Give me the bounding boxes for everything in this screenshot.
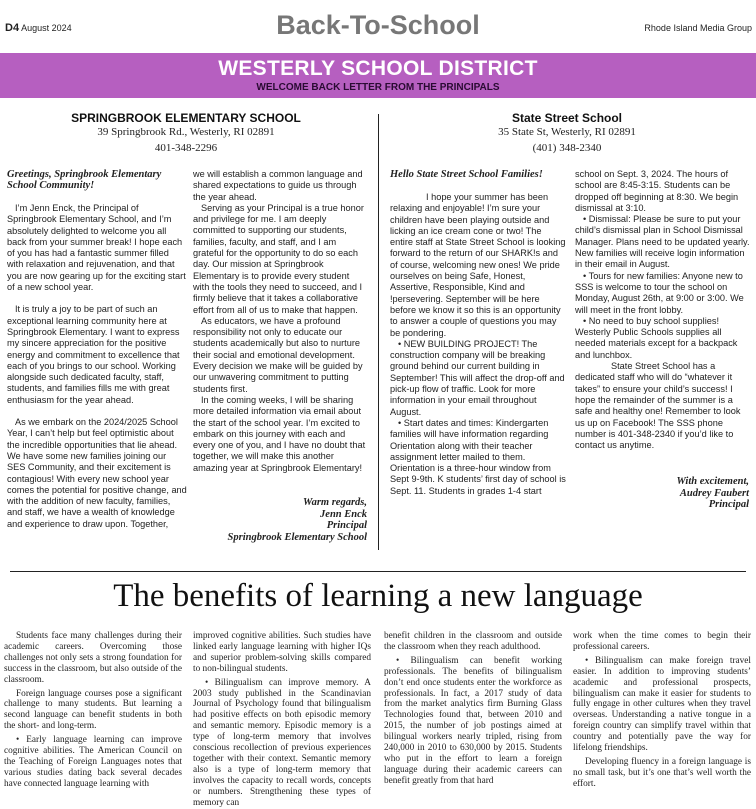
article-title: The benefits of learning a new language bbox=[113, 578, 643, 614]
paragraph: • Bilingualism can make foreign travel easier. In addition to improving students’ academic and professional prospects, bilingualism can make it easier for students to fully engage in other cultures when they travel overseas. Understanding a native tongue in a foreign country can simplify travel within that country and potentially pave the way for lifelong friendships. bbox=[573, 655, 751, 754]
springbrook-letter-col2 bbox=[193, 169, 366, 474]
signature-role: Principal bbox=[326, 520, 367, 531]
issue-date: August 2024 bbox=[21, 23, 72, 33]
springbrook-letter-col1 bbox=[7, 203, 187, 530]
paragraph: Foreign language courses pose a significant challenge to many students. But learning a second language can benefit students in both the short- and long-term. bbox=[4, 688, 182, 732]
section-title: Back-To-School bbox=[276, 10, 480, 40]
article-col1 bbox=[4, 631, 182, 790]
paragraph: • Bilingualism can improve memory. A 2003 study published in the Scandinavian Journal of Psychology found that bilingualism had positive effects on both episodic memory and semantic memory. Episodic memory is a type of long-term memory that involves conscious recollection of previous experiences together with their context. Semantic memory also is a type of long-term memory that involves the capacity to recall words, concepts or numbers. Strengthening these types of memory can bbox=[193, 677, 371, 808]
paragraph: we will establish a common language and shared expectations to guide us through the year ahead. bbox=[193, 169, 363, 202]
paragraph: improved cognitive abilities. Such studies have linked early language learning with higher IQs and superior problem-solving skills compared to non-bilingual students. bbox=[193, 631, 371, 674]
springbrook-phone: 401-348-2296 bbox=[154, 142, 218, 154]
column-divider bbox=[378, 114, 379, 550]
signature-school: Springbrook Elementary School bbox=[227, 531, 367, 543]
paragraph: I’m Jenn Enck, the Principal of Springbrook Elementary School, and I’m absolutely delighted to welcome you all back from your summer break! I hope each of you has had a fantastic summer filled with relaxation and rejuvenation, and that you are now gearing up for the exciting start of a new school year. bbox=[7, 203, 186, 293]
banner-title: WESTERLY SCHOOL DISTRICT bbox=[218, 57, 538, 80]
paragraph: Serving as your Principal is a true honor and privilege for me. I am deeply committed to supporting our students, families, faculty, and staff, and I am grateful for the opportunity to do so each day. Our mission at Springbrook Elementary is to provide every student with the tools they need to succeed, and I firmly believe that it takes a collaborative effort from all of us to make that happen. bbox=[193, 202, 364, 315]
springbrook-signature bbox=[193, 497, 367, 543]
paragraph: As educators, we have a profound responsibility not only to educate our students academically but also to nurture their social and emotional development. Every decision we make will be guided by our unwavering commitment to putting students first. bbox=[193, 315, 363, 394]
paragraph: Developing fluency in a foreign language is no small task, but it’s one that’s well worth the effort. bbox=[573, 756, 751, 789]
paragraph: school on Sept. 3, 2024. The hours of school are 8:45-3:15. Students can be dropped off beginning at 8:30. We begin dismissal at 3:10. bbox=[575, 169, 739, 213]
paragraph: • Bilingualism can benefit working professionals. The benefits of bilingualism don’t end once students enter the workforce as professionals. In fact, a 2017 study of data from the market analytics firm Burning Glass Technologies found that, between 2010 and 2015, the number of job postings aimed at bilingual workers nearly tripled, rising from 240,000 in 2010 to 630,000 by 2015. Students who put in the effort to learn a foreign language during their academic careers can benefit greatly from that hard bbox=[384, 655, 562, 786]
paragraph: It is truly a joy to be part of such an exceptional learning community here at Springbrook Elementary. I want to express my sincere appreciation for the positive energy and commitment to excellence that each of you brings to our school. Working alongside such dedicated faculty, staff, students, and families fills me with great enthusiasm for the year ahead. bbox=[7, 304, 180, 405]
district-banner bbox=[0, 53, 756, 98]
springbrook-greeting: Greetings, Springbrook Elementary School Community! bbox=[7, 169, 162, 191]
article-col3 bbox=[384, 631, 562, 787]
paragraph: • NEW BUILDING PROJECT! The construction company will be breaking ground behind our current building in September! This will affect the drop-off and pick-up flow of traffic. Look for more information in your email throughout August. bbox=[390, 338, 565, 417]
paragraph: • Dismissal: Please be sure to put your child’s dismissal plan in School Dismissal Manager. Plans need to be updated yearly. New families will receive login information in their email in August. bbox=[575, 214, 750, 270]
statestreet-signature bbox=[575, 476, 749, 511]
section-divider bbox=[10, 571, 746, 572]
statestreet-letter-col1 bbox=[390, 192, 567, 497]
paragraph: • Tours for new families: Anyone new to SSS is welcome to tour the school on Monday, August 26th, at 9:00 or 3:00. We will meet in the front lobby. bbox=[575, 270, 744, 315]
signature-line: With excitement, bbox=[676, 476, 749, 487]
statestreet-letter-col2 bbox=[575, 169, 750, 451]
paragraph: benefit children in the classroom and outside the classroom when they reach adulthood. bbox=[384, 631, 562, 652]
page-label: D4 bbox=[5, 22, 20, 34]
paragraph: work when the time comes to begin their professional careers. bbox=[573, 631, 751, 652]
paragraph: State Street School has a dedicated staff who will do “whatever it takes” to ensure your child’s success! I hope the remainder of the summer is a safe and healthy one! Remember to look us up on Facebook! The SSS phone number is 401-348-2340 if you’d like to contact us anytime. bbox=[575, 361, 741, 451]
paragraph: • Early language learning can improve cognitive abilities. The American Council on the Teaching of Foreign Languages notes that various studies dating back several decades have connected language learning with bbox=[4, 735, 182, 789]
paragraph: • Start dates and times: Kindergarten families will have information regarding Orientation along with their teacher assignment letter mailed to them. Orientation is a three-hour window from Sept 9-9th. K students’ first day of school is Sept. 11. Students in grades 1-4 start bbox=[390, 417, 566, 496]
signature-role: Principal bbox=[708, 499, 749, 510]
paragraph: Students face many challenges during their academic careers. Overcoming those challenges not only sets a strong foundation for success in the classroom, but also outside of the classroom. bbox=[4, 631, 182, 685]
publisher: Rhode Island Media Group bbox=[644, 23, 752, 33]
statestreet-greeting: Hello State Street School Families! bbox=[390, 169, 543, 180]
statestreet-name: State Street School bbox=[511, 111, 623, 125]
paragraph: As we embark on the 2024/2025 School Year, I can’t help but feel optimistic about the incredible opportunities that lie ahead. We have some new families joining our SES Community, and their excitement is contagious! With every new school year comes the potential for positive change, and with the addition of new faculty, families, and staff, we have a wealth of knowledge and experience to draw upon. Together, bbox=[7, 417, 187, 529]
paragraph: • No need to buy school supplies! Westerly Public Schools supplies all needed materials except for a backpack and lunchbox. bbox=[575, 315, 738, 360]
paragraph: I hope your summer has been relaxing and enjoyable! I’m sure your children have been playing outside and licking an ice cream cone or two! The entire staff at State Street School is looking forward to the return of our SHARK!s and of course, welcoming new ones! We pride ourselves on being Safe, Honest, Assertive, Responsible, Kind and !persevering. September will be here before we know it so this is an opportunity to answer a couple of questions you may be pondering. bbox=[390, 192, 566, 338]
article-col4 bbox=[573, 631, 751, 790]
springbrook-name: SPRINGBROOK ELEMENTARY SCHOOL bbox=[71, 111, 301, 125]
springbrook-address: 39 Springbrook Rd., Westerly, RI 02891 bbox=[97, 126, 275, 138]
paragraph: In the coming weeks, I will be sharing more detailed information via email about the start of the school year. I’m excited to embark on this journey with each and every one of you, and I have no doubt that together, we will make this another amazing year at Springbrook Elementary! bbox=[193, 394, 366, 473]
signature-name: Jenn Enck bbox=[320, 508, 367, 520]
signature-name: Audrey Faubert bbox=[679, 487, 749, 499]
statestreet-phone: (401) 348-2340 bbox=[532, 142, 602, 154]
signature-line: Warm regards, bbox=[303, 497, 367, 508]
statestreet-address: 35 State St, Westerly, RI 02891 bbox=[498, 126, 636, 138]
article-col2 bbox=[193, 631, 371, 809]
banner-subtitle: WELCOME BACK LETTER FROM THE PRINCIPALS bbox=[256, 82, 500, 93]
